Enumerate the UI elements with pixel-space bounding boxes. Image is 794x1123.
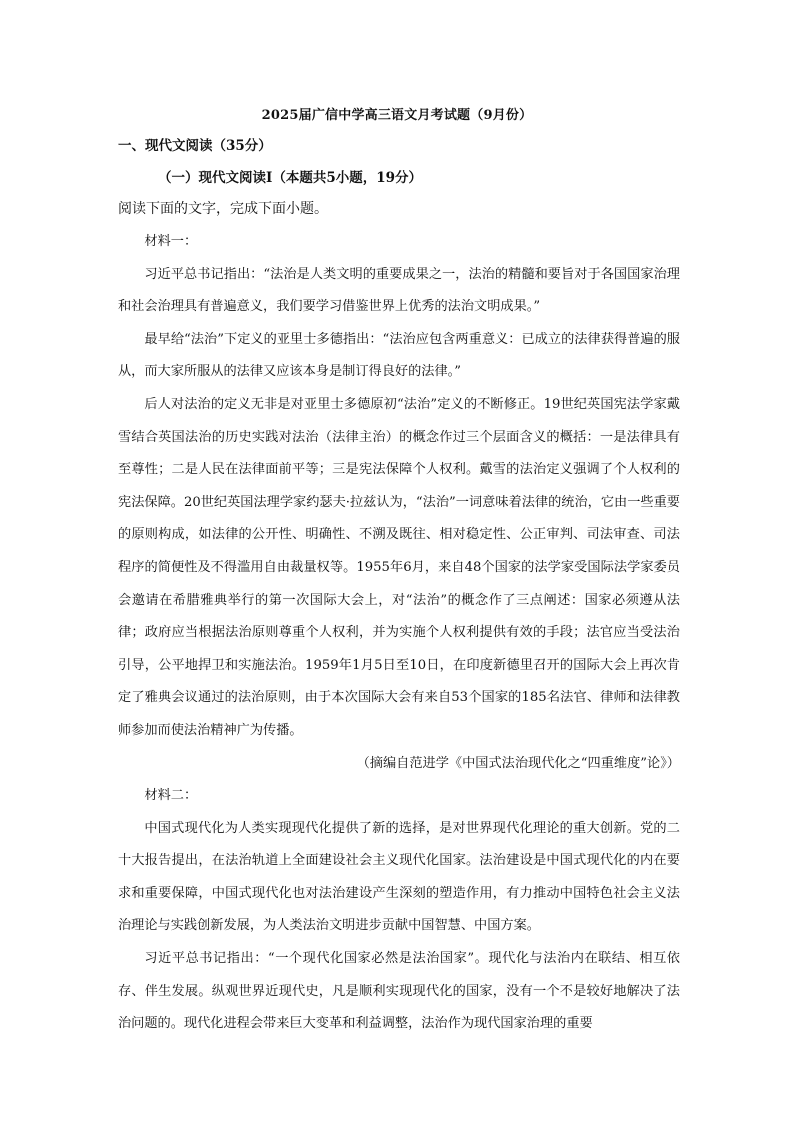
material-1-source: （摘编自范进学《中国式法治现代化之“四重维度”论》） — [356, 755, 680, 771]
reading-passage — [118, 226, 680, 1041]
material-1-paragraph-1: 习近平总书记指出：“法治是人类文明的重要成果之一，法治的精髓和要旨对于各国国家治理和社会治理具有普遍意义，我们要学习借鉴世界上优秀的法治文明成果。” — [118, 266, 680, 315]
material-1-paragraph-2: 最早给“法治”下定义的亚里士多德指出：“法治应包含两重意义：已成立的法律获得普遍的服从，而大家所服从的法律又应该本身是制订得良好的法律。” — [118, 331, 680, 380]
section-heading: 一、现代文阅读（35分） — [118, 138, 272, 154]
material-1-label: 材料一： — [144, 234, 198, 249]
document-title: 2025届广信中学高三语文月考试题（9月份） — [261, 108, 533, 123]
material-1-paragraph-3: 后人对法治的定义无非是对亚里士多德原初“法治”定义的不断修正。19世纪英国宪法学家戴雪结合英国法治的历史实践对法治（法律主治）的概念作过三个层面含义的概括：一是法律具有至尊性；二是人民在法律面前平等；三是宪法保障个人权利。戴雪的法治定义强调了个人权利的宪法保障。20世纪英国法理学家约瑟夫·拉兹认为，“法治”一词意味着法律的统治，它由一些重要的原则构成，如法律的公开性、明确性、不溯及既往、相对稳定性、公正审判、司法审查、司法程序的简便性及不得滥用自由裁量权等。1955年6月，来自48个国家的法学家受国际法学家委员会邀请在希腊雅典举行的第一次国际大会上，对“法治”的概念作了三点阐述：国家必须遵从法律；政府应当根据法治原则尊重个人权利，并为实施个人权利提供有效的手段；法官应当受法治引导，公平地捍卫和实施法治。1959年1月5日至10日，在印度新德里召开的国际大会上再次肯定了雅典会议通过的法治原则，由于本次国际大会有来自53个国家的185名法官、律师和法律教师参加而使法治精神广为传播。 — [118, 396, 680, 738]
material-2-label: 材料二： — [144, 788, 198, 804]
subsection-heading: （一）现代文阅读Ⅰ（本题共5小题，19分） — [158, 170, 422, 186]
material-2-paragraph-2: 习近平总书记指出：“一个现代化国家必然是法治国家”。现代化与法治内在联结、相互依存、伴生发展。纵观世界近现代史，凡是顺利实现现代化的国家，没有一个不是较好地解决了法治问题的。现代化进程会带来巨大变革和利益调整，法治作为现代国家治理的重要 — [118, 951, 680, 1032]
reading-instruction: 阅读下面的文字，完成下面小题。 — [118, 201, 328, 217]
material-2-paragraph-1: 中国式现代化为人类实现现代化提供了新的选择，是对世界现代化理论的重大创新。党的二十大报告提出，在法治轨道上全面建设社会主义现代化国家。法治建设是中国式现代化的内在要求和重要保障，中国式现代化也对法治建设产生深刻的塑造作用，有力推动中国特色社会主义法治理论与实践创新发展，为人类法治文明进步贡献中国智慧、中国方案。 — [118, 820, 680, 934]
